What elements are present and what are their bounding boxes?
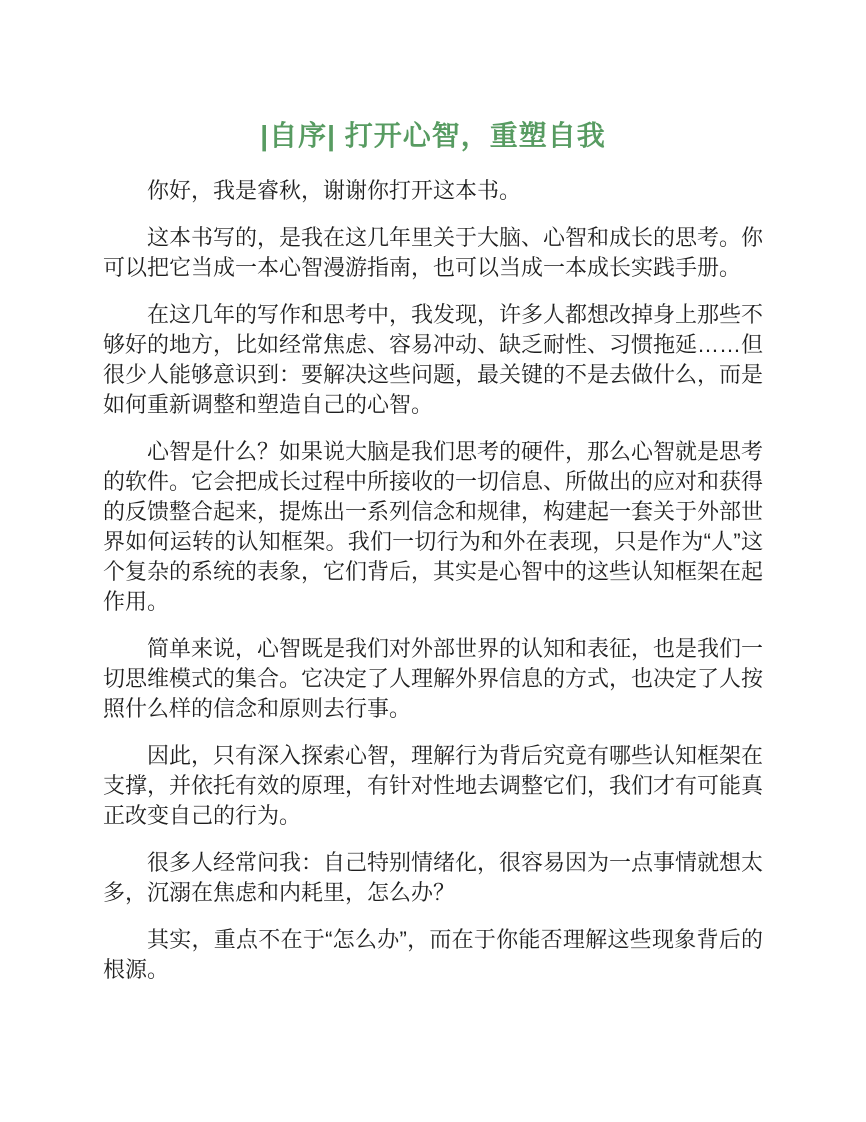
paragraph: 你好，我是睿秋，谢谢你打开这本书。	[147, 178, 522, 203]
paragraph: 因此，只有深入探索心智，理解行为背后究竟有哪些认知框架在支撑，并依托有效的原理，有针对性地去调整它们，我们才有可能真正改变自己的行为。	[103, 743, 764, 828]
preface-title: |自序| 打开心智，重塑自我	[260, 120, 606, 151]
paragraph: 这本书写的，是我在这几年里关于大脑、心智和成长的思考。你可以把它当成一本心智漫游指南，也可以当成一本成长实践手册。	[103, 225, 764, 280]
body-text	[103, 176, 763, 985]
paragraph: 简单来说，心智既是我们对外部世界的认知和表征，也是我们一切思维模式的集合。它决定了人理解外界信息的方式，也决定了人按照什么样的信念和原则去行事。	[103, 636, 764, 721]
paragraph: 心智是什么？如果说大脑是我们思考的硬件，那么心智就是思考的软件。它会把成长过程中所接收的一切信息、所做出的应对和获得的反馈整合起来，提炼出一系列信念和规律，构建起一套关于外部世界如何运转的认知框架。我们一切行为和外在表现，只是作为“人”这个复杂的系统的表象，它们背后，其实是心智中的这些认知框架在起作用。	[103, 439, 764, 614]
paragraph: 在这几年的写作和思考中，我发现，许多人都想改掉身上那些不够好的地方，比如经常焦虑、容易冲动、缺乏耐性、习惯拖延……但很少人能够意识到：要解决这些问题，最关键的不是去做什么，而是如何重新调整和塑造自己的心智。	[103, 302, 764, 417]
paragraph: 很多人经常问我：自己特别情绪化，很容易因为一点事情就想太多，沉溺在焦虑和内耗里，怎么办？	[103, 850, 764, 905]
paragraph: 其实，重点不在于“怎么办”，而在于你能否理解这些现象背后的根源。	[103, 927, 763, 982]
